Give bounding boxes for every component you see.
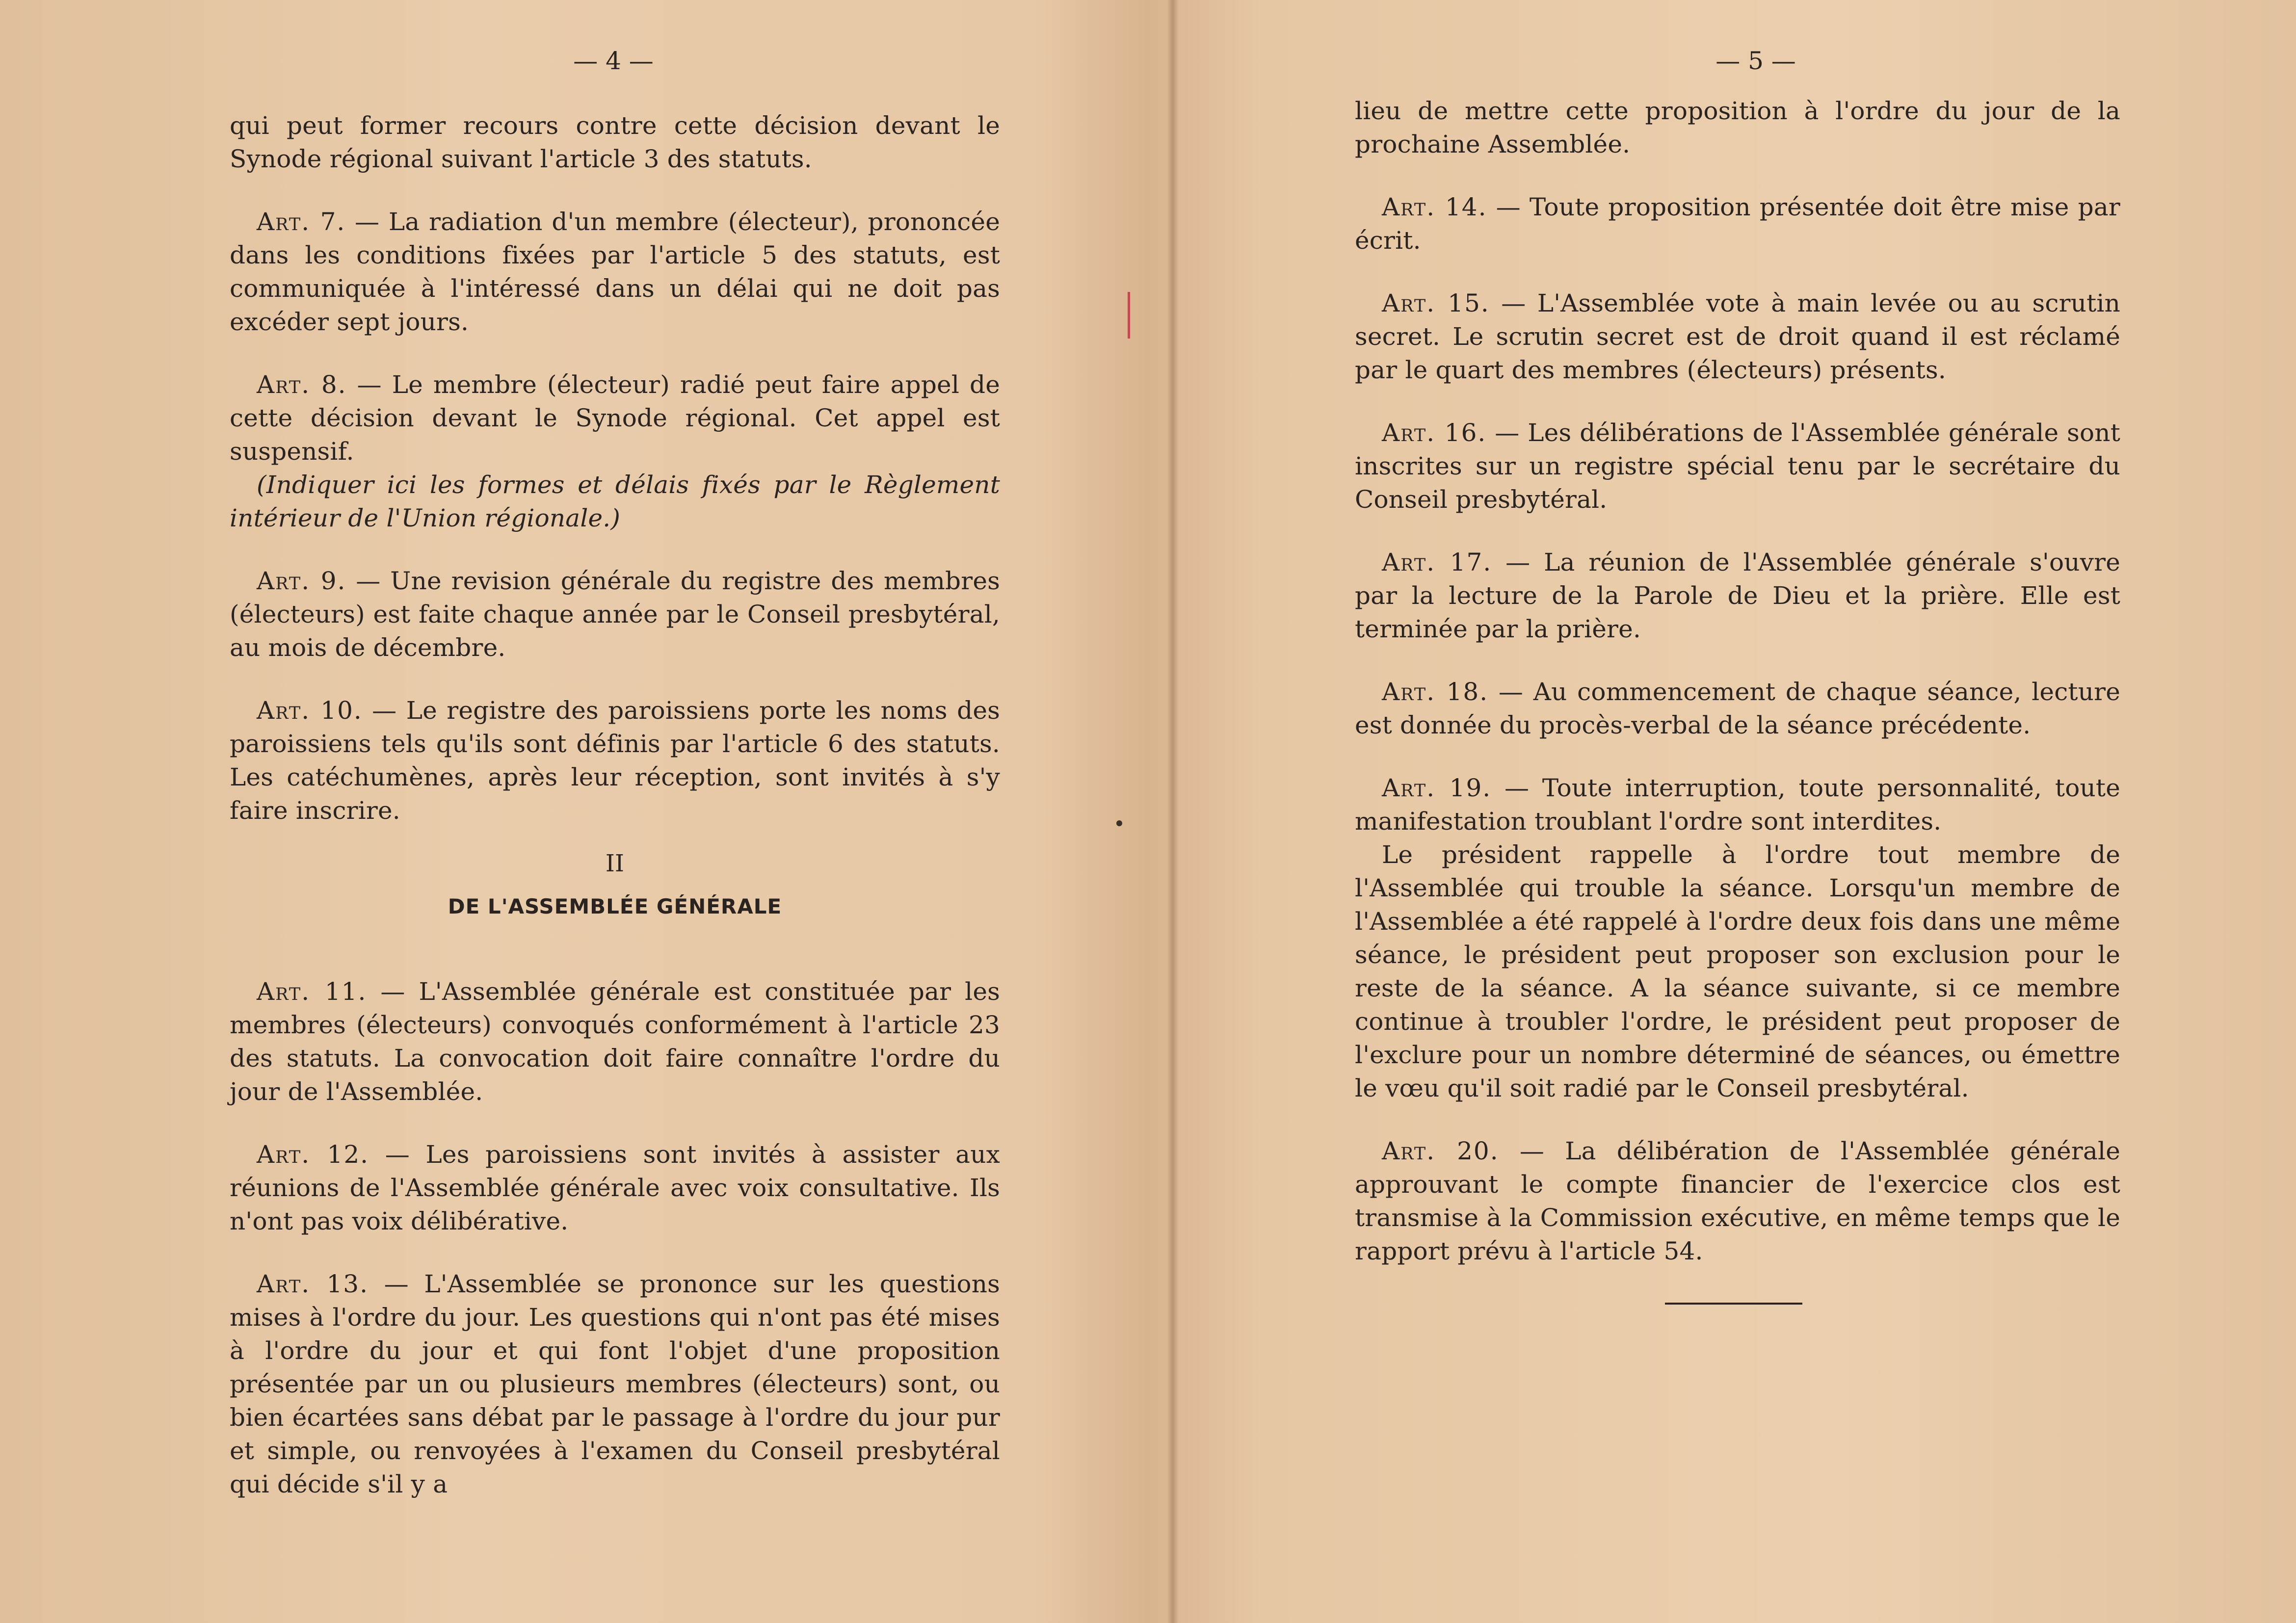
article-18 bbox=[1355, 675, 2120, 742]
article-label: Art. 17. bbox=[1382, 548, 1492, 576]
paragraph bbox=[230, 109, 1000, 176]
article-15 bbox=[1355, 287, 2120, 387]
article-label: Art. 9. bbox=[257, 567, 346, 595]
article-text: — L'Assemblée se prononce sur les questions mises à l'ordre du jour. Les questions qui n'ont pas été mises à l'ordre du jour et qui font l'objet d'une proposition présentée par un ou plusieurs membres (électeurs) sont, ou bien écartées sans débat par le passage à l'ordre du jour pur et simple, ou renvoyées à l'examen du Conseil presbytéral qui décide s'il y a bbox=[230, 1270, 1001, 1498]
article-9 bbox=[230, 564, 1000, 664]
article-text: — Les paroissiens sont invités à assister aux réunions de l'Assemblée générale avec voix consultative. Ils n'ont pas voix délibérative. bbox=[230, 1140, 1000, 1235]
article-label: Art. 18. bbox=[1382, 678, 1489, 706]
article-label: Art. 7. bbox=[257, 208, 346, 236]
paragraph bbox=[1355, 94, 2120, 161]
article-label: Art. 19. bbox=[1382, 774, 1492, 802]
section-title: DE L'ASSEMBLÉE GÉNÉRALE bbox=[448, 894, 782, 918]
article-11 bbox=[230, 975, 1000, 1108]
article-19-continuation bbox=[1355, 838, 2120, 1105]
article-label: Art. 10. bbox=[257, 696, 363, 725]
article-note: (Indiquer ici les formes et délais fixés par le Règlement intérieur de l'Union régionale.) bbox=[230, 471, 1000, 532]
article-14 bbox=[1355, 190, 2120, 257]
article-13 bbox=[230, 1267, 1000, 1501]
article-label: Art. 8. bbox=[257, 370, 347, 399]
article-20 bbox=[1355, 1134, 2120, 1268]
article-text: — Le registre des paroissiens porte les noms des paroissiens tels qu'ils sont définis par l'article 6 des statuts. Les catéchumènes, après leur réception, sont invités à s'y faire inscrire. bbox=[230, 696, 1001, 825]
article-label: Art. 14. bbox=[1382, 193, 1487, 221]
article-text: Le président rappelle à l'ordre tout membre de l'Assemblée qui trouble la séance. Lorsqu'un membre de l'Assemblée a été rappelé à l'ordre deux fois dans une même séance, le président peut proposer son exclusion pour le reste de la séance. A la séance suivante, si ce membre continue à troubler l'ordre, le président peut proposer de l'exclure pour un nombre déterminé de séances, ou émettre le vœu qu'il soit radié par le Conseil presbytéral. bbox=[1355, 840, 2120, 1102]
article-text: — La délibération de l'Assemblée générale approuvant le compte financier de l'exercice clos est transmise à la Commission exécutive, en même temps que le rapport prévu à l'article 54. bbox=[1355, 1137, 2121, 1265]
page-number: — 5 — bbox=[1715, 47, 1796, 75]
article-text: — Le membre (électeur) radié peut faire appel de cette décision devant le Synode régional. Cet appel est suspensif. bbox=[230, 370, 1001, 466]
right-text-column bbox=[1355, 94, 2120, 1297]
page-number: — 4 — bbox=[573, 47, 654, 75]
article-text: — Au commencement de chaque séance, lecture est donnée du procès-verbal de la séance précédente. bbox=[1355, 678, 2120, 739]
article-7 bbox=[230, 205, 1000, 339]
article-text: — La radiation d'un membre (électeur), prononcée dans les conditions fixées par l'article 5 des statuts, est communiquée à l'intéressé dans un délai qui ne doit pas excéder sept jours. bbox=[230, 208, 1001, 336]
section-number: II bbox=[605, 850, 625, 877]
end-rule bbox=[1665, 1303, 1802, 1305]
paragraph-text: lieu de mettre cette proposition à l'ordre du jour de la prochaine Assemblée. bbox=[1355, 97, 2120, 158]
article-12 bbox=[230, 1138, 1000, 1238]
article-19 bbox=[1355, 771, 2120, 838]
article-text: — Une revision générale du registre des membres (électeurs) est faite chaque année par le Conseil presbytéral, au mois de décembre. bbox=[230, 567, 1000, 662]
left-text-column bbox=[230, 109, 1000, 1530]
article-text: — L'Assemblée générale est constituée par les membres (électeurs) convoqués conformément à l'article 23 des statuts. La convocation doit faire connaître l'ordre du jour de l'Assemblée. bbox=[230, 977, 1001, 1106]
article-10 bbox=[230, 694, 1000, 827]
right-page bbox=[1177, 0, 2296, 1623]
article-8 bbox=[230, 368, 1000, 535]
article-label: Art. 20. bbox=[1382, 1137, 1499, 1165]
article-label: Art. 16. bbox=[1382, 419, 1487, 447]
article-text: — Toute interruption, toute personnalité, toute manifestation troublant l'ordre sont interdites. bbox=[1355, 774, 2121, 836]
article-text: — Les délibérations de l'Assemblée générale sont inscrites sur un registre spécial tenu par le secrétaire du Conseil presbytéral. bbox=[1355, 419, 2120, 514]
article-17 bbox=[1355, 546, 2120, 646]
article-label: Art. 13. bbox=[257, 1270, 369, 1298]
article-label: Art. 15. bbox=[1382, 289, 1490, 317]
paragraph-text: qui peut former recours contre cette décision devant le Synode régional suivant l'article 3 des statuts. bbox=[230, 111, 1000, 173]
article-label: Art. 12. bbox=[257, 1140, 369, 1169]
article-text: — La réunion de l'Assemblée générale s'ouvre par la lecture de la Parole de Dieu et la prière. Elle est terminée par la prière. bbox=[1355, 548, 2121, 643]
article-16 bbox=[1355, 416, 2120, 516]
article-label: Art. 11. bbox=[257, 977, 367, 1006]
article-text: — L'Assemblée vote à main levée ou au scrutin secret. Le scrutin secret est de droit quand il est réclamé par le quart des membres (électeurs) présents. bbox=[1355, 289, 2121, 384]
article-text: — Toute proposition présentée doit être mise par écrit. bbox=[1355, 193, 2120, 255]
